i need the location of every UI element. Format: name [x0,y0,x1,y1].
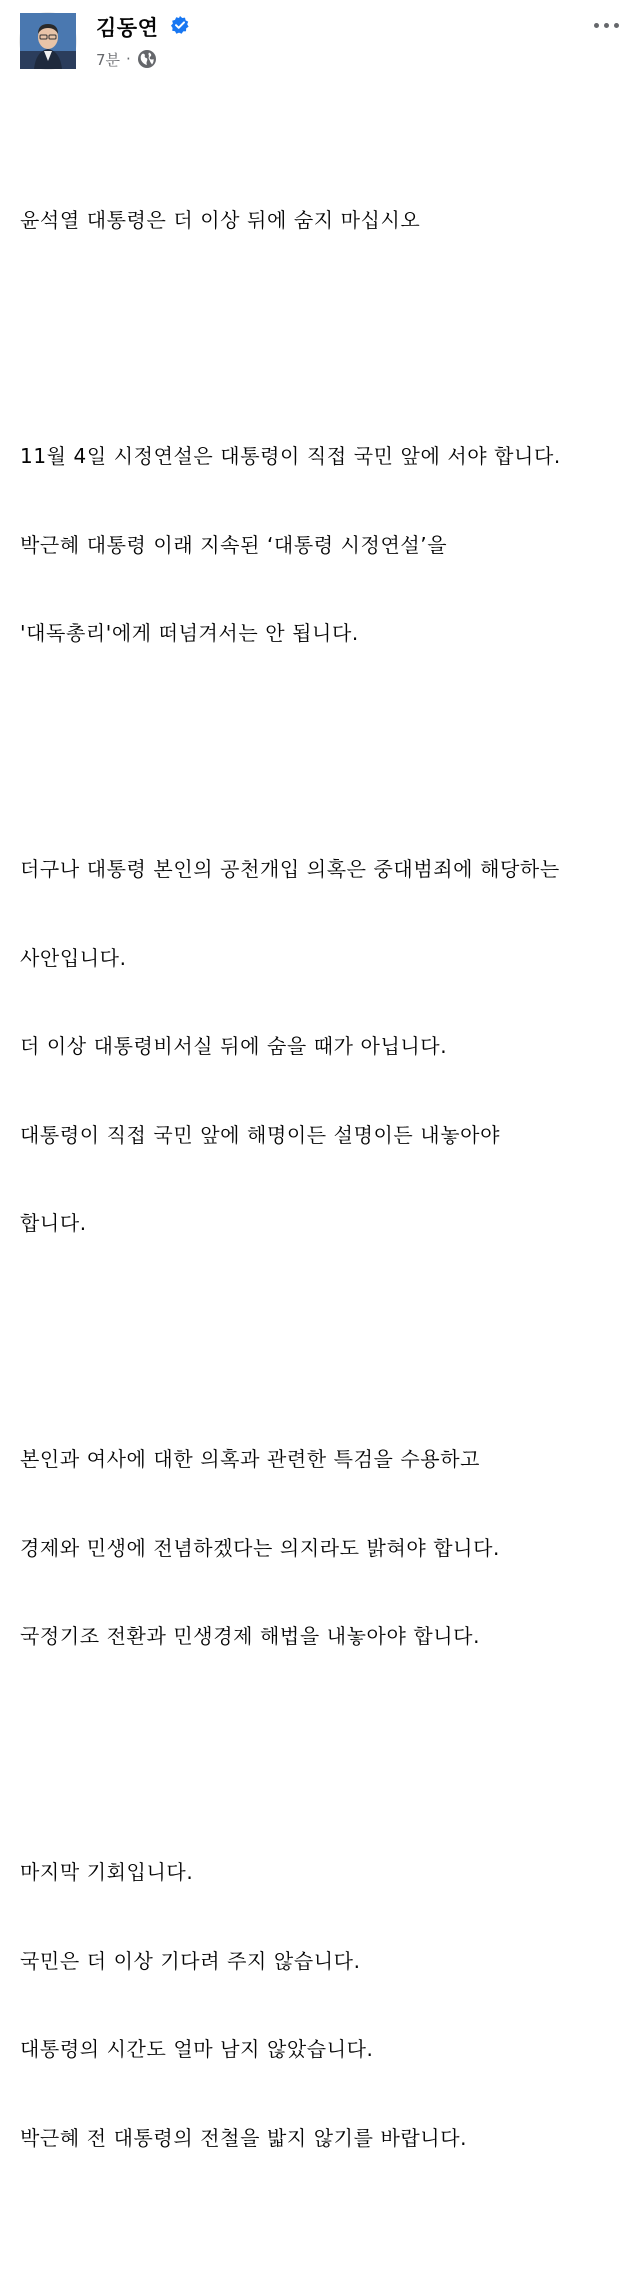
post-line: 본인과 여사에 대한 의혹과 관련한 특검을 수용하고 [20,1447,481,1471]
post-paragraph [20,1799,626,2212]
post-line: 박근혜 대통령 이래 지속된 ‘대통령 시정연설’을 [20,532,448,557]
post-line: 합니다. [20,1211,87,1235]
post-meta [96,48,157,70]
post-line: 대통령의 시간도 얼마 남지 않았습니다. [20,2037,374,2061]
post-line: 윤석열 대통령은 더 이상 뒤에 숨지 마십시오 [20,208,421,232]
post-line: 11월 4일 시정연설은 대통령이 직접 국민 앞에 서야 합니다. [20,444,561,468]
post-line: 박근혜 전 대통령의 전철을 밟지 않기를 바랍니다. [20,2125,468,2150]
post-paragraph [20,383,626,708]
more-dot [614,23,619,28]
globe-icon[interactable] [137,49,157,69]
more-dot [594,23,599,28]
post-paragraph [20,1386,626,1711]
post-line: 경제와 민생에 전념하겠다는 의지라도 밝혀야 합니다. [20,1535,500,1560]
post-line: '대독총리'에게 떠넘겨서는 안 됩니다. [20,621,359,645]
post-line: 사안입니다. [20,945,127,970]
post-line: 국민은 더 이상 기다려 주지 않습니다. [20,1948,361,1973]
post-line: 마지막 기회입니다. [20,1860,194,1884]
meta-separator: · [126,50,131,68]
post-body [20,88,626,2271]
post-line: 더구나 대통령 본인의 공천개입 의혹은 중대범죄에 해당하는 [20,857,560,881]
verified-badge-icon [170,15,190,35]
post-header [0,0,640,80]
more-options-icon[interactable] [586,16,626,34]
post-paragraph [20,796,626,1298]
more-dot [604,23,609,28]
author-avatar[interactable] [20,13,76,69]
post-paragraph [20,147,626,295]
post-line: 더 이상 대통령비서실 뒤에 숨을 때가 아닙니다. [20,1034,448,1058]
post-line: 대통령이 직접 국민 앞에 해명이든 설명이든 내놓아야 [20,1122,500,1147]
author-name[interactable]: 김동연 [96,16,159,40]
post-time[interactable]: 7분 [96,50,121,69]
post-line: 국정기조 전환과 민생경제 해법을 내놓아야 합니다. [20,1624,481,1648]
